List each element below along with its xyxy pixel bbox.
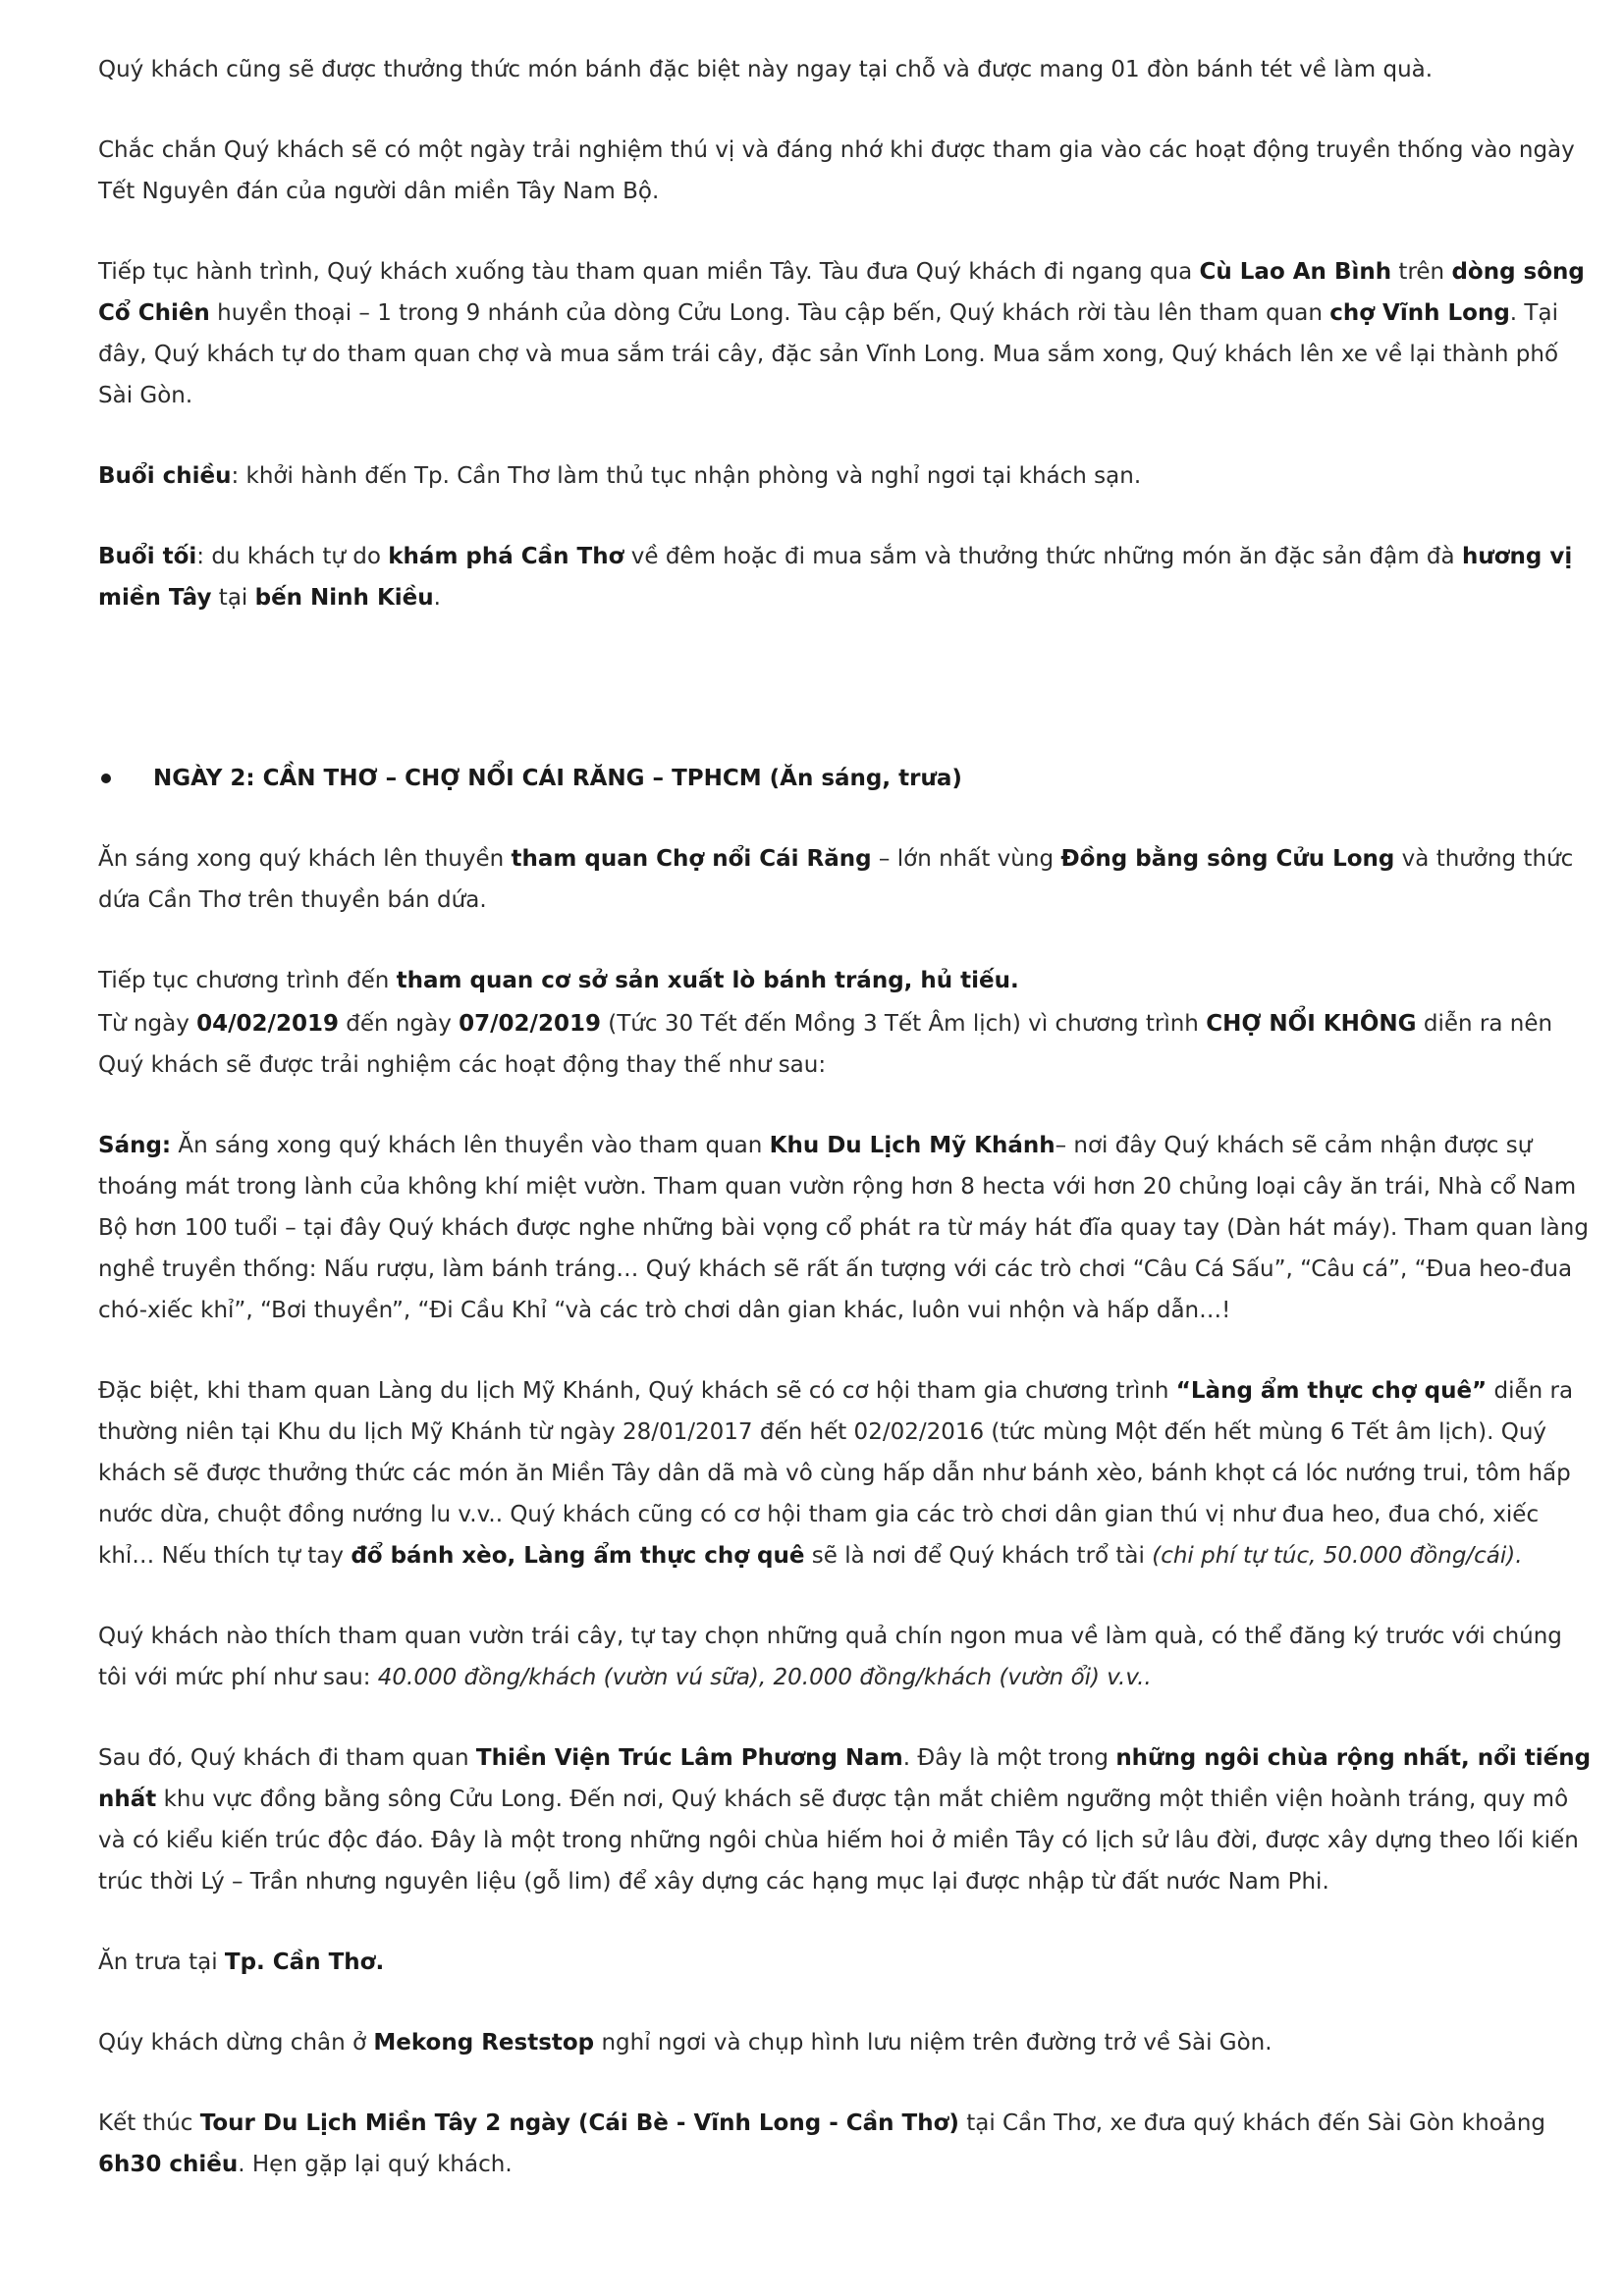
text-run: đến ngày (338, 1011, 460, 1037)
section-spacer (98, 658, 1596, 758)
bold-text: bến Ninh Kiều (254, 585, 434, 611)
text-run: diễn ra thường niên tại Khu du lịch Mỹ Khánh từ ngày 28/01/2017 đến hết 02/02/2016 (tức mùng Một đến hết mùng 6 Tết âm lịch). Quý khách sẽ được thưởng thức các món ăn Miền Tây dân dã mà vô cùng hấp dẫn như bánh xèo, bánh khọt cá lóc nướng trui, tôm hấp nước dừa, chuột đồng nướng lu v.v.. Quý khách cũng có cơ hội tham gia các trò chơi dân gian thú vị như đua heo, đua chó, xiếc khỉ… Nếu thích tự tay (98, 1378, 1574, 1569)
bold-text: tham quan cơ sở sản xuất lò bánh tráng, hủ tiếu. (396, 968, 1019, 993)
paragraph-intro-1: Quý khách cũng sẽ được thưởng thức món bánh đặc biệt này ngay tại chỗ và được mang 01 đòn bánh tét về làm quà. (98, 57, 1434, 82)
text-run: Qúy khách dừng chân ở (98, 2030, 374, 2056)
document-page (98, 49, 1596, 2224)
text-run: . (433, 585, 441, 611)
bold-text: hương vị miền Tây (98, 544, 1573, 611)
text-run: . Hẹn gặp lại quý khách. (238, 2152, 513, 2177)
bold-text: Buổi chiều (98, 463, 232, 489)
text-run: huyền thoại – 1 trong 9 nhánh của dòng Cửu Long. Tàu cập bến, Quý khách rời tàu lên tham quan (209, 300, 1330, 326)
text-run: Từ ngày (98, 1011, 197, 1037)
text-run: tại (211, 585, 255, 611)
text-run: – nơi đây Quý khách sẽ cảm nhận được sự thoáng mát trong lành của không khí miệt vườn. Tham quan vườn rộng hơn 8 hecta với hơn 20 chủng loại cây ăn trái, Nhà cổ Nam Bộ hơn 100 tuổi – tại đây Quý khách được nghe những bài vọng cổ phát ra từ máy hát đĩa quay tay (Dàn hát máy). Tham quan làng nghề truyền thống: Nấu rượu, làm bánh tráng… Quý khách sẽ rất ấn tượng với các trò chơi “Câu Cá Sấu”, “Câu cá”, “Đua heo-đua chó-xiếc khỉ”, “Bơi thuyền”, “Đi Cầu Khỉ “và các trò chơi dân gian khác, luôn vui nhộn và hấp dẫn…! (98, 1133, 1589, 1323)
bold-text: Khu Du Lịch Mỹ Khánh (769, 1133, 1056, 1158)
bold-text: 6h30 chiều (98, 2152, 239, 2177)
text-run: sẽ là nơi để Quý khách trổ tài (804, 1543, 1153, 1569)
paragraph-day2-monastery (98, 1737, 1596, 1902)
bold-text: đổ bánh xèo, Làng ẩm thực chợ quê (351, 1543, 805, 1569)
paragraph-day2-morning (98, 1125, 1596, 1331)
day-2-heading-text: NGÀY 2: CẦN THƠ – CHỢ NỔI CÁI RĂNG – TPHCM (Ăn sáng, trưa) (153, 766, 962, 791)
text-run: Kết thúc (98, 2110, 200, 2136)
text-run: diễn ra nên Quý khách sẽ được trải nghiệm các hoạt động thay thế như sau: (98, 1011, 1553, 1078)
text-run: . Đây là một trong (902, 1745, 1116, 1771)
paragraph-day2-floating-market (98, 838, 1596, 921)
bold-text: CHỢ NỔI KHÔNG (1206, 1011, 1417, 1037)
bold-text: khám phá Cần Thơ (388, 544, 624, 569)
paragraph-day2-notice (98, 1003, 1596, 1086)
bold-text: “Làng ẩm thực chợ quê” (1175, 1378, 1488, 1404)
bold-text: tham quan Chợ nổi Cái Răng (511, 846, 872, 872)
text-run: trên (1391, 259, 1452, 285)
paragraph-day2-food-village (98, 1370, 1596, 1576)
day-2-heading (98, 758, 1596, 799)
text-run: Đặc biệt, khi tham quan Làng du lịch Mỹ Khánh, Quý khách sẽ có cơ hội tham gia chương trình (98, 1378, 1176, 1404)
paragraph-intro-3 (98, 251, 1596, 416)
paragraph-evening (98, 536, 1596, 618)
bold-text: Mekong Reststop (373, 2030, 595, 2056)
paragraph-day2-orchard (98, 1616, 1596, 1698)
bold-text: Thiền Viện Trúc Lâm Phương Nam (475, 1745, 903, 1771)
paragraph-intro-2: Chắc chắn Quý khách sẽ có một ngày trải nghiệm thú vị và đáng nhớ khi được tham gia vào các hoạt động truyền thống vào ngày Tết Nguyên đán của người dân miền Tây Nam Bộ. (98, 137, 1575, 204)
bold-text: 07/02/2019 (459, 1011, 601, 1037)
text-run: : du khách tự do (196, 544, 389, 569)
text-run: Sau đó, Quý khách đi tham quan (98, 1745, 476, 1771)
paragraph-afternoon (98, 455, 1596, 497)
bold-text: Buổi tối (98, 544, 197, 569)
bullet-icon (101, 774, 111, 783)
bold-text: dòng sông Cổ Chiên (98, 259, 1585, 326)
text-run: Tiếp tục hành trình, Quý khách xuống tàu tham quan miền Tây. Tàu đưa Quý khách đi ngang qua (98, 259, 1200, 285)
text-run: nghỉ ngơi và chụp hình lưu niệm trên đường trở về Sài Gòn. (594, 2030, 1272, 2056)
text-run: Tiếp tục chương trình đến (98, 968, 397, 993)
text-run: Quý khách nào thích tham quan vườn trái cây, tự tay chọn những quả chín ngon mua về làm quà, có thể đăng ký trước với chúng tôi với mức phí như sau: (98, 1624, 1562, 1690)
text-run: : khởi hành đến Tp. Cần Thơ làm thủ tục nhận phòng và nghỉ ngơi tại khách sạn. (231, 463, 1142, 489)
bold-text: Sáng: (98, 1133, 172, 1158)
bold-text: Tour Du Lịch Miền Tây 2 ngày (Cái Bè - Vĩnh Long - Cần Thơ) (199, 2110, 959, 2136)
text-run: tại Cần Thơ, xe đưa quý khách đến Sài Gòn khoảng (958, 2110, 1546, 2136)
text-run: về đêm hoặc đi mua sắm và thưởng thức những món ăn đặc sản đậm đà (623, 544, 1462, 569)
paragraph-day2-workshop (98, 960, 1596, 1001)
bold-text: chợ Vĩnh Long (1329, 300, 1510, 326)
text-run: (Tức 30 Tết đến Mồng 3 Tết Âm lịch) vì chương trình (600, 1011, 1207, 1037)
italic-text: (chi phí tự túc, 50.000 đồng/cái). (1152, 1543, 1523, 1569)
bold-text: 04/02/2019 (196, 1011, 339, 1037)
text-run: . Tại đây, Quý khách tự do tham quan chợ và mua sắm trái cây, đặc sản Vĩnh Long. Mua sắm xong, Quý khách lên xe về lại thành phố Sài Gòn. (98, 300, 1559, 408)
bold-text: những ngôi chùa rộng nhất, nổi tiếng nhất (98, 1745, 1592, 1812)
bold-text: Cù Lao An Bình (1199, 259, 1392, 285)
text-run: Ăn sáng xong quý khách lên thuyền vào tham quan (171, 1133, 770, 1158)
italic-text: 40.000 đồng/khách (vườn vú sữa), 20.000 đồng/khách (vườn ổi) v.v.. (377, 1665, 1152, 1690)
bold-text: Đồng bằng sông Cửu Long (1060, 846, 1395, 872)
paragraph-day2-ending (98, 2103, 1596, 2185)
text-run: khu vực đồng bằng sông Cửu Long. Đến nơi, Quý khách sẽ được tận mắt chiêm ngưỡng một thiền viện hoành tráng, quy mô và có kiểu kiến trúc độc đáo. Đây là một trong những ngôi chùa hiếm hoi ở miền Tây có lịch sử lâu đời, được xây dựng theo lối kiến trúc thời Lý – Trần nhưng nguyên liệu (gỗ lim) để xây dựng các hạng mục lại được nhập từ đất nước Nam Phi. (98, 1787, 1579, 1895)
text-run: Ăn trưa tại (98, 1949, 225, 1975)
text-run: Ăn sáng xong quý khách lên thuyền (98, 846, 512, 872)
paragraph-day2-lunch (98, 1942, 1596, 1983)
text-run: và thưởng thức dứa Cần Thơ trên thuyền bán dứa. (98, 846, 1574, 913)
bold-text: Tp. Cần Thơ. (224, 1949, 385, 1975)
paragraph-day2-reststop (98, 2022, 1596, 2063)
text-run: – lớn nhất vùng (871, 846, 1061, 872)
